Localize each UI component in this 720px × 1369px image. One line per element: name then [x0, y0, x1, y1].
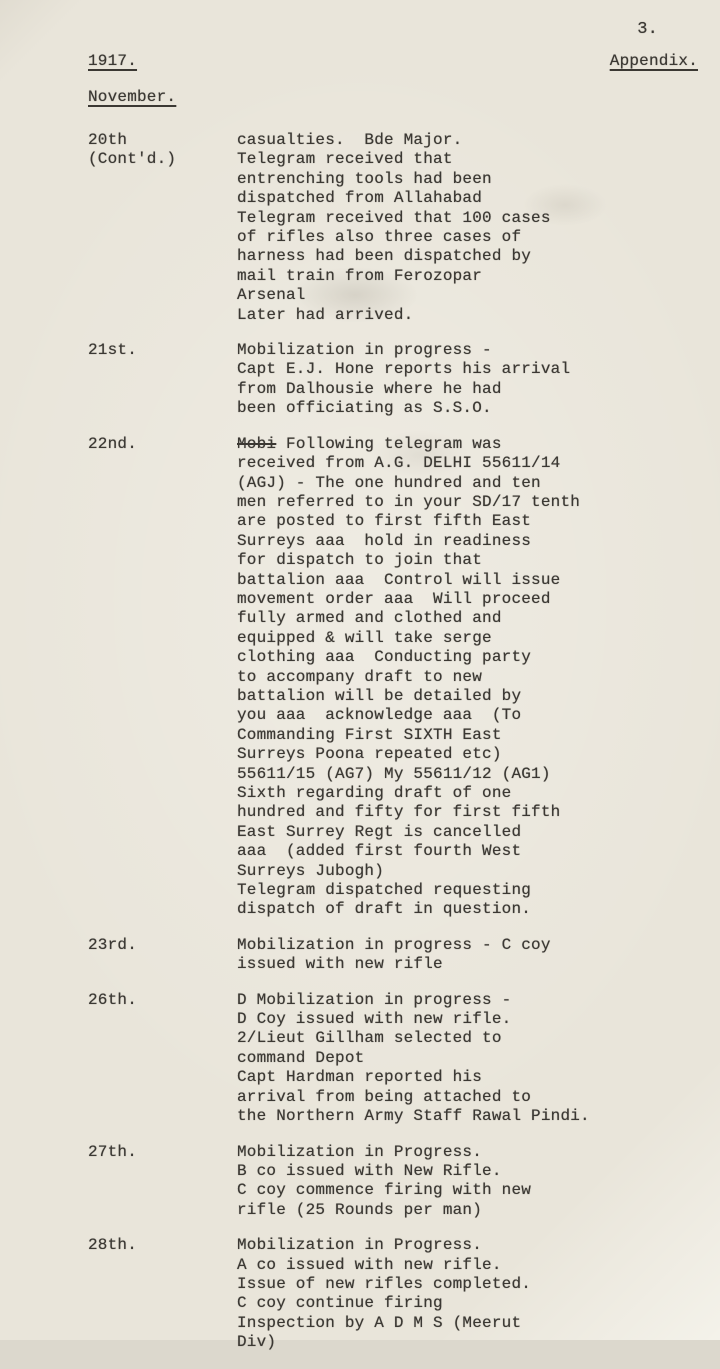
entry-date: 26th.: [88, 990, 138, 1009]
entry-text: Mobi Following telegram was received from A.G. DELHI 55611/14 (AGJ) - The one hundred and ten men referred to in your SD/17 tenth are posted to first fifth East Surreys aaa hold in readiness for dispatch to join that battalion aaa Control will issue movement order aaa Will proceed fully armed and clothed and equipped & will take serge clothing aaa Conducting party to accompany draft to new battalion will be detailed by you aaa acknowledge aaa (To Commanding First SIXTH East Surreys Poona repeated etc) 55611/15 (AG7) My 55611/12 (AG1) Sixth regarding draft of one hundred and fifty for first fifth East Surrey Regt is cancelled aaa (added first fourth West Surreys Jubogh) Telegram dispatched requesting dispatch of draft in question.: [237, 434, 581, 919]
diary-entry: [88, 341, 712, 419]
appendix-heading: Appendix.: [609, 52, 698, 70]
month-heading: November.: [88, 88, 177, 106]
diary-entry: [88, 435, 712, 920]
diary-entry: [88, 1236, 712, 1352]
page-header: [88, 52, 698, 70]
page-number: 3.: [637, 20, 658, 39]
entry-date: 23rd.: [88, 935, 138, 954]
entry-date: 20th (Cont'd.): [88, 131, 177, 169]
entry-text: Mobilization in Progress. A co issued with new rifle. Issue of new rifles completed. C coy continue firing Inspection by A D M S (Meerut Div): [237, 1236, 532, 1352]
entry-text: Mobilization in Progress. B co issued with New Rifle. C coy commence firing with new rifle (25 Rounds per man): [237, 1142, 532, 1219]
diary-entry: [88, 936, 712, 975]
entry-text: Mobilization in progress - C coy issued with new rifle: [237, 935, 551, 974]
struck-word: Mobi: [237, 434, 277, 453]
entry-date: 21st.: [88, 341, 138, 360]
year-heading: 1917.: [88, 52, 138, 70]
entry-text: casualties. Bde Major. Telegram received that entrenching tools had been dispatched from Allahabad Telegram received that 100 cases of rifles also three cases of harness had been dispatched by mail train from Ferozopar Arsenal Later had arrived.: [237, 131, 551, 324]
entry-date: 28th.: [88, 1236, 138, 1255]
entry-text: D Mobilization in progress - D Coy issued with new rifle. 2/Lieut Gillham selected to command Depot Capt Hardman reported his arrival from being attached to the Northern Army Staff Rawal Pindi.: [237, 990, 590, 1126]
diary-entries: [88, 131, 712, 1369]
entry-date: 22nd.: [88, 434, 138, 453]
diary-entry: [88, 991, 712, 1127]
entry-date: 27th.: [88, 1142, 138, 1161]
diary-entry: [88, 1143, 712, 1221]
entry-text: Mobilization in progress - Capt E.J. Hone reports his arrival from Dalhousie where he had been officiating as S.S.O.: [237, 341, 571, 418]
diary-entry: [88, 131, 712, 325]
